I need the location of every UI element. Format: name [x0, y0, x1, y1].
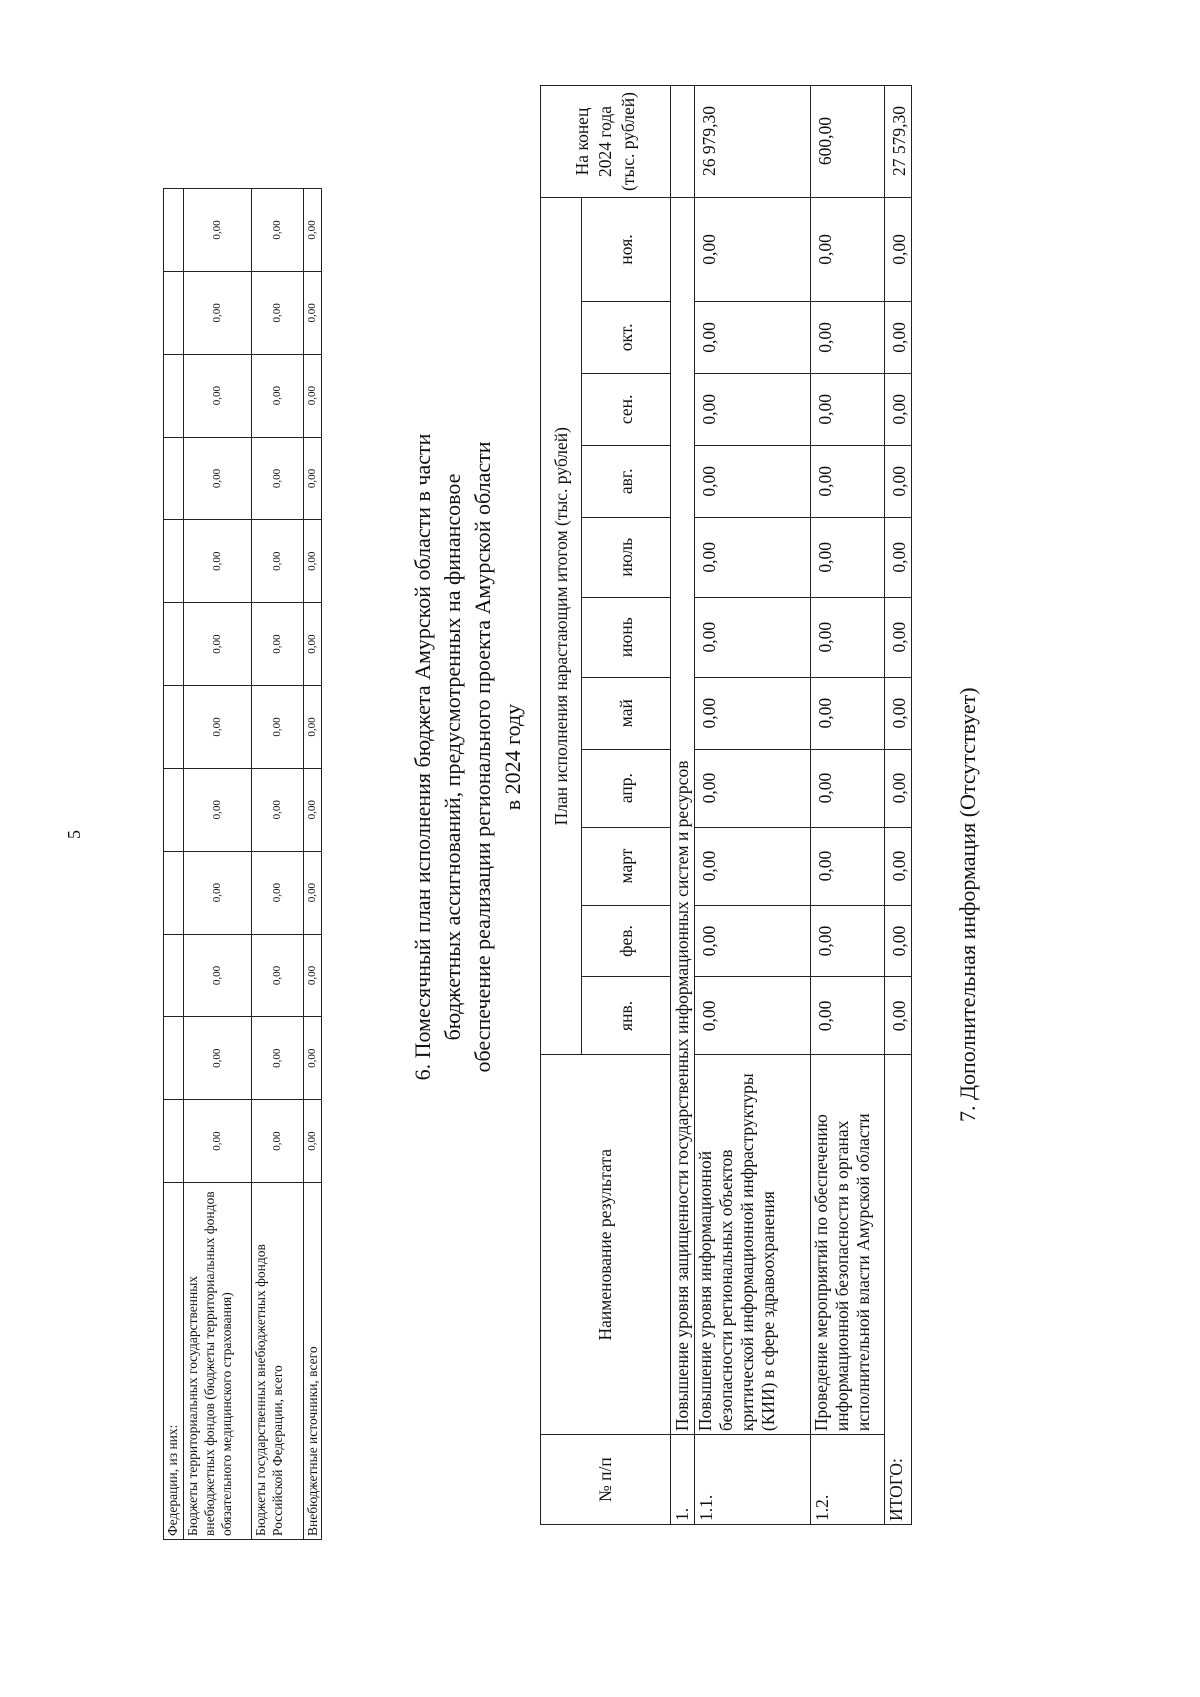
header-plan-group: План исполнения нарастающим итогом (тыс. рублей)	[541, 198, 582, 1055]
section-row	[671, 86, 695, 1525]
value-cell: 0,00	[184, 189, 252, 272]
empty-cell	[164, 520, 184, 603]
header-month: март	[582, 827, 671, 905]
value-cell: 0,00	[885, 977, 912, 1055]
value-cell: 0,00	[184, 1017, 252, 1100]
value-cell: 0,00	[304, 271, 322, 354]
value-cell: 0,00	[811, 977, 885, 1055]
table-row	[164, 189, 184, 1540]
value-cell: 0,00	[885, 677, 912, 749]
row-num: 1.2.	[811, 1435, 885, 1525]
empty-cell	[164, 189, 184, 272]
value-cell: 0,00	[252, 437, 304, 520]
header-month: янв.	[582, 977, 671, 1055]
heading-line: 6. Помесячный план исполнения бюджета Амурской области в части	[410, 433, 435, 1081]
value-cell: 0,00	[811, 301, 885, 373]
value-cell: 0,00	[252, 354, 304, 437]
value-cell: 0,00	[304, 437, 322, 520]
value-cell: 0,00	[695, 597, 811, 677]
empty-cell	[164, 768, 184, 851]
value-cell: 0,00	[252, 603, 304, 686]
empty-cell	[164, 934, 184, 1017]
value-cell: 0,00	[811, 445, 885, 517]
empty-cell	[164, 1100, 184, 1183]
table-row	[184, 189, 252, 1540]
section-7-heading: 7. Дополнительная информация (Отсутствует)	[955, 687, 980, 1122]
value-cell: 0,00	[695, 677, 811, 749]
year-end-value: 600,00	[811, 86, 885, 198]
result-name: Проведение мероприятий по обеспечению информационной безопасности в органах исполнительной власти Амурской области	[811, 1055, 885, 1435]
value-cell: 0,00	[304, 934, 322, 1017]
value-cell: 0,00	[252, 520, 304, 603]
value-cell: 0,00	[811, 827, 885, 905]
value-cell: 0,00	[885, 749, 912, 827]
empty-cell	[164, 271, 184, 354]
empty-cell	[164, 686, 184, 769]
total-year-end-value: 27 579,30	[885, 86, 912, 198]
value-cell: 0,00	[252, 851, 304, 934]
value-cell: 0,00	[885, 517, 912, 597]
value-cell: 0,00	[252, 189, 304, 272]
header-num: № п/п	[541, 1435, 671, 1525]
total-row	[885, 86, 912, 1525]
page-number: 5	[64, 830, 84, 839]
value-cell: 0,00	[695, 373, 811, 445]
value-cell: 0,00	[252, 1017, 304, 1100]
value-cell: 0,00	[695, 905, 811, 977]
heading-line: обеспечение реализации регионального проекта Амурской области	[470, 441, 495, 1073]
value-cell: 0,00	[184, 768, 252, 851]
value-cell: 0,00	[885, 373, 912, 445]
row-label: Федерации, из них:	[164, 1183, 184, 1540]
value-cell: 0,00	[885, 905, 912, 977]
row-label: Бюджеты территориальных государственных внебюджетных фондов (бюджеты территориальных фондов обязательного медицинского страхования)	[184, 1183, 252, 1540]
value-cell: 0,00	[885, 597, 912, 677]
header-month: окт.	[582, 301, 671, 373]
value-cell: 0,00	[184, 851, 252, 934]
monthly-budget-plan-table	[540, 85, 912, 1525]
empty-cell	[164, 851, 184, 934]
section-6-heading	[408, 257, 528, 1257]
value-cell: 0,00	[695, 445, 811, 517]
value-cell: 0,00	[695, 977, 811, 1055]
value-cell: 0,00	[695, 749, 811, 827]
header-month: май	[582, 677, 671, 749]
empty-cell	[671, 86, 695, 198]
value-cell: 0,00	[184, 520, 252, 603]
value-cell: 0,00	[885, 301, 912, 373]
value-cell: 0,00	[252, 768, 304, 851]
value-cell: 0,00	[184, 603, 252, 686]
table-row	[252, 189, 304, 1540]
table-row	[811, 86, 885, 1525]
empty-cell	[164, 437, 184, 520]
row-label: Бюджеты государственных внебюджетных фондов Российской Федерации, всего	[252, 1183, 304, 1540]
table-row	[695, 86, 811, 1525]
value-cell: 0,00	[695, 301, 811, 373]
value-cell: 0,00	[304, 189, 322, 272]
value-cell: 0,00	[184, 354, 252, 437]
header-row	[541, 86, 582, 1525]
header-month: апр.	[582, 749, 671, 827]
header-month: ноя.	[582, 198, 671, 302]
header-month: авг.	[582, 445, 671, 517]
heading-line: в 2024 году	[500, 703, 525, 811]
header-month: сен.	[582, 373, 671, 445]
section-title: Повышение уровня защищенности государственных информационных систем и ресурсов	[671, 198, 695, 1435]
value-cell: 0,00	[695, 827, 811, 905]
value-cell: 0,00	[885, 445, 912, 517]
value-cell: 0,00	[811, 749, 885, 827]
table-row	[304, 189, 322, 1540]
value-cell: 0,00	[304, 520, 322, 603]
value-cell: 0,00	[184, 271, 252, 354]
empty-cell	[164, 354, 184, 437]
value-cell: 0,00	[811, 905, 885, 977]
value-cell: 0,00	[304, 354, 322, 437]
value-cell: 0,00	[885, 827, 912, 905]
year-end-value: 26 979,30	[695, 86, 811, 198]
value-cell: 0,00	[695, 198, 811, 302]
value-cell: 0,00	[811, 198, 885, 302]
header-month: июнь	[582, 597, 671, 677]
row-num: 1.1.	[695, 1435, 811, 1525]
empty-cell	[164, 603, 184, 686]
empty-cell	[164, 1017, 184, 1100]
value-cell: 0,00	[184, 686, 252, 769]
row-label: Внебюджетные источники, всего	[304, 1183, 322, 1540]
value-cell: 0,00	[811, 597, 885, 677]
value-cell: 0,00	[252, 934, 304, 1017]
value-cell: 0,00	[304, 686, 322, 769]
header-year-end: На конец 2024 года (тыс. рублей)	[541, 86, 671, 198]
value-cell: 0,00	[304, 851, 322, 934]
value-cell: 0,00	[184, 437, 252, 520]
heading-line: бюджетных ассигнований, предусмотренных на финансовое	[440, 473, 465, 1041]
header-name: Наименование результата	[541, 1055, 671, 1435]
value-cell: 0,00	[304, 1100, 322, 1183]
value-cell: 0,00	[811, 677, 885, 749]
value-cell: 0,00	[695, 517, 811, 597]
value-cell: 0,00	[252, 686, 304, 769]
value-cell: 0,00	[811, 517, 885, 597]
value-cell: 0,00	[304, 1017, 322, 1100]
total-label: ИТОГО:	[885, 1055, 912, 1525]
value-cell: 0,00	[811, 373, 885, 445]
result-name: Повышение уровня информационной безопасности региональных объектов критической информационной инфраструктуры (КИИ) в сфере здравоохранения	[695, 1055, 811, 1435]
value-cell: 0,00	[184, 1100, 252, 1183]
value-cell: 0,00	[304, 603, 322, 686]
section-num: 1.	[671, 1435, 695, 1525]
value-cell: 0,00	[885, 198, 912, 302]
value-cell: 0,00	[252, 271, 304, 354]
value-cell: 0,00	[304, 768, 322, 851]
header-month: фев.	[582, 905, 671, 977]
value-cell: 0,00	[184, 934, 252, 1017]
budget-sources-table-continuation	[163, 188, 322, 1540]
value-cell: 0,00	[252, 1100, 304, 1183]
header-month: июль	[582, 517, 671, 597]
